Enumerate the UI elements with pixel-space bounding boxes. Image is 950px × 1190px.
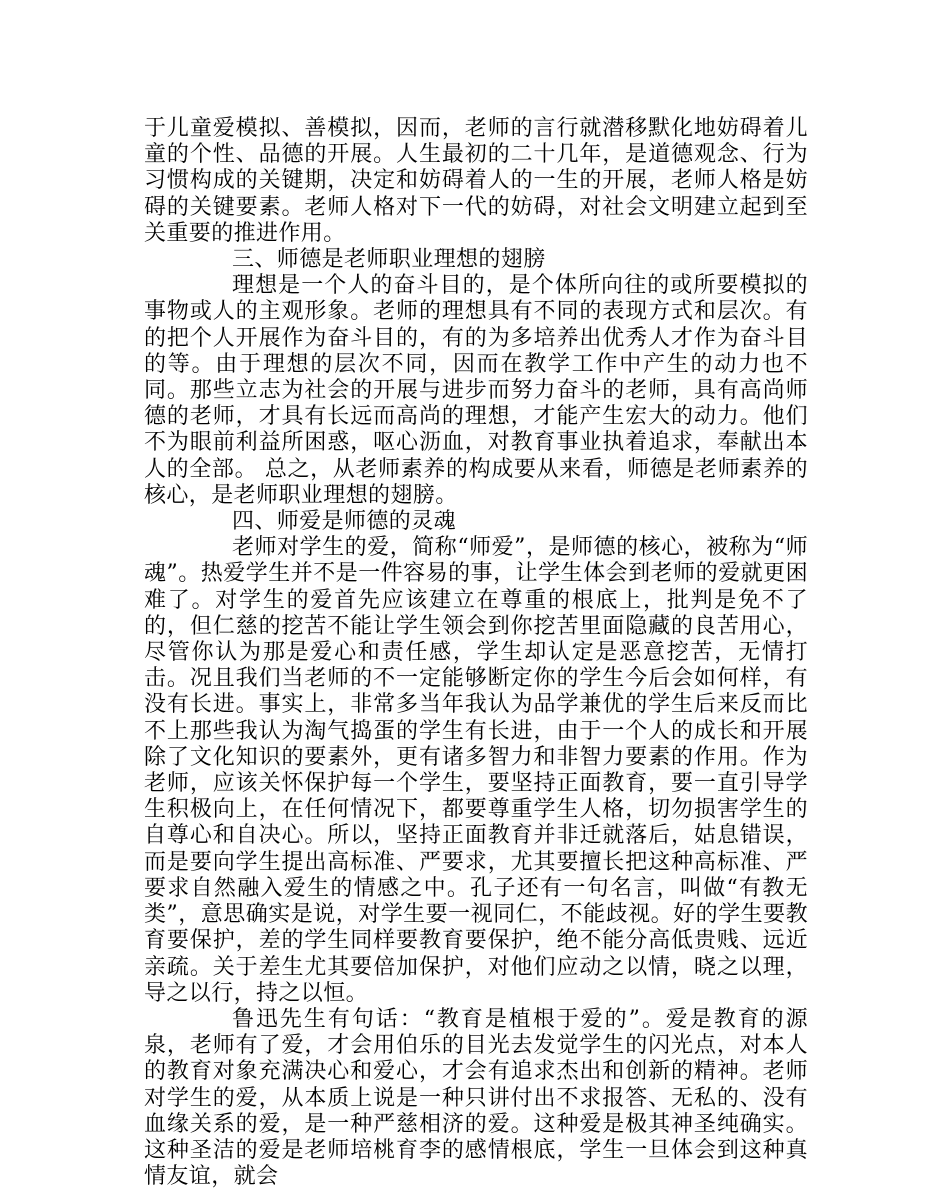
section-heading-4: 四、师爱是师德的灵魂 [232, 509, 457, 535]
paragraph-4: 鲁迅先生有句话：“教育是植根于爱的”。爱是教育的源泉，老师有了爱，才会用伯乐的目光去发觉学生的闪光点，对本人的教育对象充满决心和爱心，才会有追求杰出和创新的精神。老师对学生的爱，从本质上说是一种只讲付出不求报答、无私的、没有血缘关系的爱，是一种严慈相济的爱。这种爱是极其神圣纯确实。这种圣洁的爱是老师培桃育李的感情根底，学生一旦体会到这种真情友谊，就会 [144, 1006, 808, 1190]
paragraph-2: 理想是一个人的奋斗目的，是个体所向往的或所要模拟的事物或人的主观形象。老师的理想具有不同的表现方式和层次。有的把个人开展作为奋斗目的，有的为多培养出优秀人才作为奋斗目的等。由于理想的层次不同，因而在教学工作中产生的动力也不同。那些立志为社会的开展与进步而努力奋斗的老师，具有高尚师德的老师，才具有长远而高尚的理想，才能产生宏大的动力。他们不为眼前利益所困惑，呕心沥血，对教育事业执着追求，奉献出本人的全部。 总之，从老师素养的构成要从来看，师德是老师素养的核心，是老师职业理想的翅膀。 [144, 273, 808, 508]
paragraph-3: 老师对学生的爱，简称“师爱”，是师德的核心，被称为“师魂”。热爱学生并不是一件容易的事，让学生体会到老师的爱就更困难了。对学生的爱首先应该建立在尊重的根底上，批判是免不了的，但仁慈的挖苦不能让学生领会到你挖苦里面隐藏的良苦用心，尽管你认为那是爱心和责任感，学生却认定是恶意挖苦，无情打击。况且我们当老师的不一定能够断定你的学生今后会如何样，有没有长进。事实上，非常多当年我认为品学兼优的学生后来反而比不上那些我认为淘气捣蛋的学生有长进，由于一个人的成长和开展除了文化知识的要素外，更有诸多智力和非智力要素的作用。作为老师，应该关怀保护每一个学生，要坚持正面教育，要一直引导学生积极向上，在任何情况下，都要尊重学生人格，切勿损害学生的自尊心和自决心。所以，坚持正面教育并非迁就落后，姑息错误，而是要向学生提出高标准、严要求，尤其要擅长把这种高标准、严要求自然融入爱生的情感之中。孔子还有一句名言，叫做“有教无类”，意思确实是说，对学生要一视同仁，不能歧视。好的学生要教育要保护，差的学生同样要教育要保护，绝不能分高低贵贱、远近亲疏。关于差生尤其要倍加保护，对他们应动之以情，晓之以理，导之以行，持之以恒。 [144, 535, 808, 1006]
paragraph-1: 于儿童爱模拟、善模拟，因而，老师的言行就潜移默化地妨碍着儿童的个性、品德的开展。人生最初的二十几年，是道德观念、行为习惯构成的关键期，决定和妨碍着人的一生的开展，老师人格是妨碍的关键要素。老师人格对下一代的妨碍，对社会文明建立起到至关重要的推进作用。 [144, 116, 808, 246]
section-heading-3: 三、师德是老师职业理想的翅膀 [232, 247, 546, 273]
document-body [144, 116, 808, 1190]
